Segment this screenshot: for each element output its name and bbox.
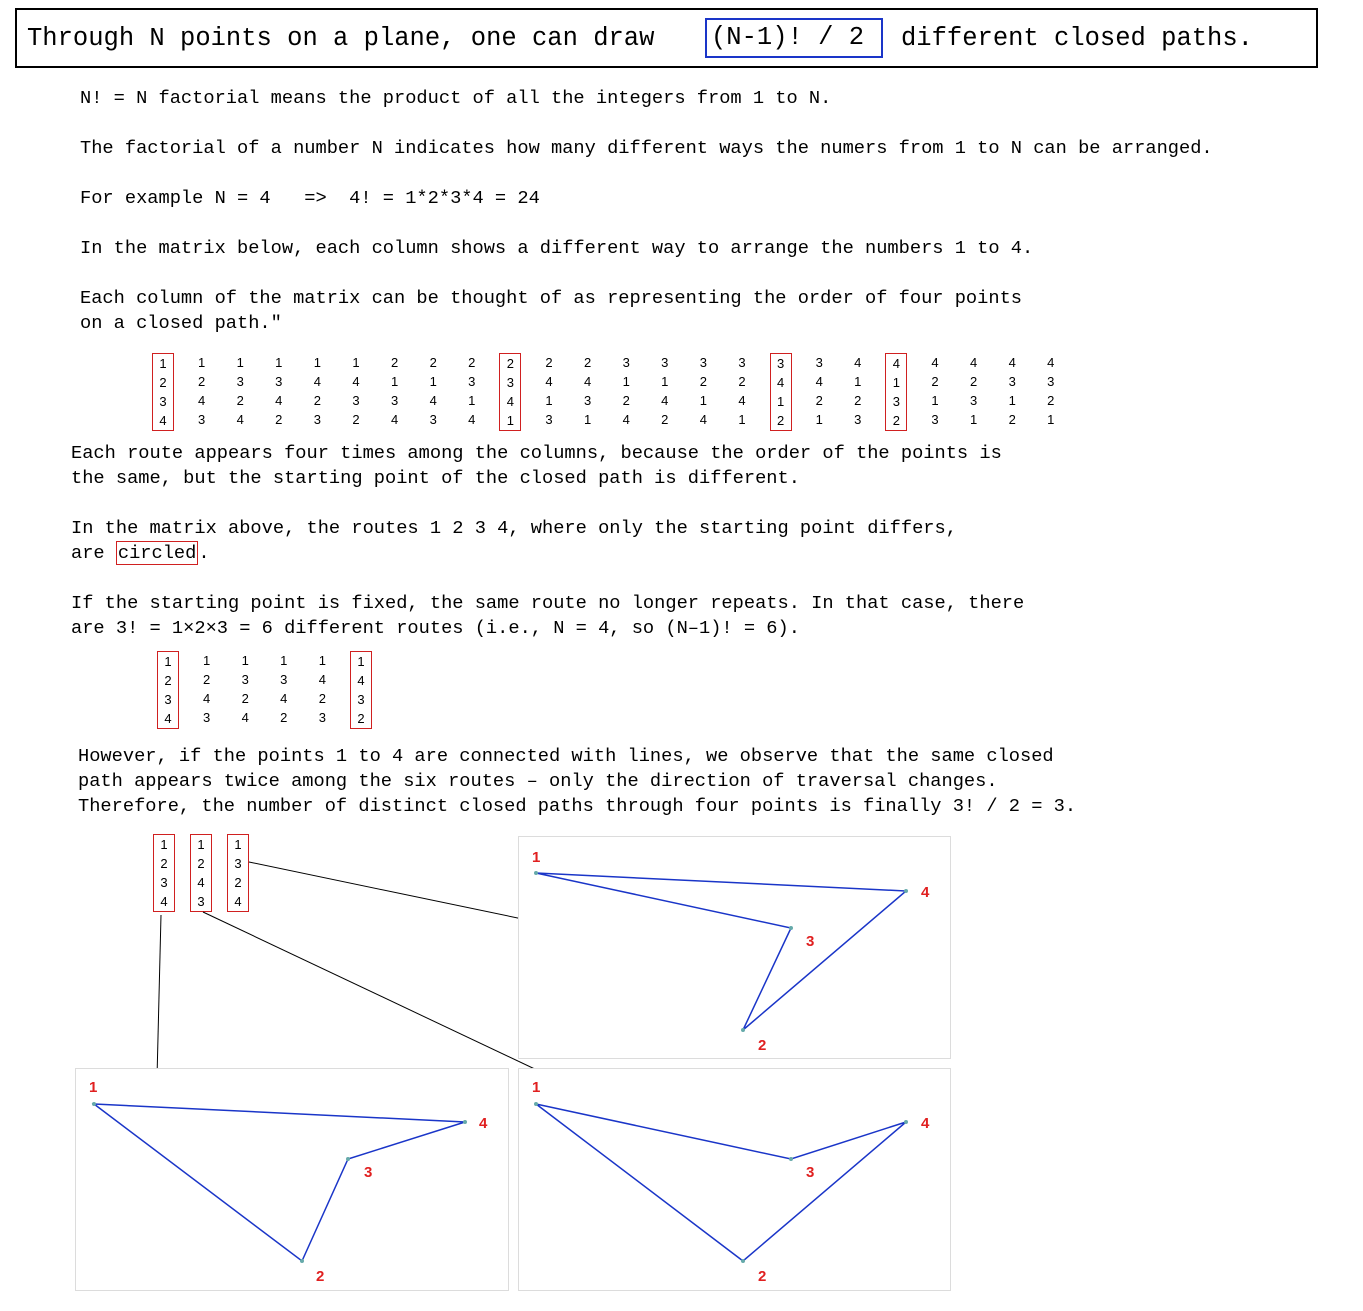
matrix-cell: 3 (506, 375, 514, 390)
matrix-cell: 3 (280, 672, 288, 687)
matrix-cell: 2 (241, 691, 249, 706)
matrix-cell: 3 (390, 393, 399, 408)
matrix-cell: 2 (969, 374, 978, 389)
matrix-cell: 3 (1008, 374, 1016, 389)
matrix-cell: 2 (468, 355, 476, 370)
matrix-cell: 3 (429, 412, 437, 427)
matrix-cell: 4 (197, 875, 205, 890)
matrix-cell: 4 (352, 374, 360, 389)
matrix-cell: 2 (275, 412, 283, 427)
matrix-cell: 1 (236, 355, 244, 370)
matrix-cell: 1 (160, 837, 168, 852)
matrix-cell: 4 (699, 412, 707, 427)
matrix-cell: 4 (160, 894, 168, 909)
matrix-cell: 2 (931, 374, 939, 389)
matrix-cell: 4 (583, 374, 592, 389)
paragraph-direction-3: Therefore, the number of distinct closed paths through four points is finally 3! / 2 = 3. (78, 795, 1077, 817)
matrix-cell: 1 (892, 375, 900, 390)
matrix-cell: 3 (622, 355, 630, 370)
matrix-cell: 3 (160, 875, 168, 890)
graph-panel-route-1243 (518, 1068, 951, 1291)
matrix-cell: 3 (318, 710, 326, 725)
point-label-3: 3 (364, 1164, 373, 1181)
matrix-cell: 3 (776, 356, 785, 371)
matrix-cell: 2 (280, 710, 288, 725)
point-label-3: 3 (806, 933, 815, 950)
matrix-cell: 2 (164, 673, 172, 688)
matrix-cell: 3 (1047, 374, 1055, 389)
matrix-cell: 1 (1047, 412, 1055, 427)
matrix-cell: 3 (583, 393, 592, 408)
matrix-cell: 1 (738, 412, 746, 427)
matrix-cell: 3 (969, 393, 978, 408)
matrix-cell: 3 (661, 355, 669, 370)
matrix-cell: 3 (197, 412, 206, 427)
matrix-cell: 1 (357, 654, 365, 669)
matrix-cell: 2 (234, 875, 242, 890)
matrix-cell: 1 (661, 374, 669, 389)
point-label-4: 4 (921, 884, 930, 901)
matrix-cell: 1 (318, 653, 326, 668)
matrix-cell: 3 (738, 355, 746, 370)
graph-route-1324 (519, 837, 952, 1060)
matrix-cell: 3 (892, 394, 900, 409)
matrix-cell: 3 (313, 412, 321, 427)
matrix-cell: 3 (159, 394, 167, 409)
matrix-cell: 1 (275, 355, 283, 370)
matrix-cell: 4 (815, 374, 823, 389)
paragraph-example: For example N = 4 => 4! = 1*2*3*4 = 24 (80, 187, 540, 209)
matrix-cell: 4 (1047, 355, 1055, 370)
matrix-cell: 4 (776, 375, 785, 390)
matrix-cell: 4 (1008, 355, 1016, 370)
matrix-cell: 2 (815, 393, 823, 408)
matrix-cell: 4 (318, 672, 326, 687)
matrix-cell: 4 (545, 374, 553, 389)
matrix-cell: 4 (622, 412, 630, 427)
matrix-cell: 3 (468, 374, 476, 389)
matrix-cell: 4 (738, 393, 746, 408)
matrix-cell: 1 (1008, 393, 1016, 408)
matrix-cell: 1 (776, 394, 785, 409)
matrix-cell: 1 (234, 837, 242, 852)
matrix-cell: 4 (892, 356, 900, 371)
paragraph-route-repeats-1: Each route appears four times among the columns, because the order of the points is (71, 442, 1002, 464)
point-label-2: 2 (316, 1268, 325, 1285)
matrix-cell: 3 (202, 710, 211, 725)
matrix-cell: 2 (159, 375, 167, 390)
point-label-1: 1 (532, 1079, 541, 1096)
matrix-cell: 1 (164, 654, 172, 669)
matrix-cell: 4 (280, 691, 288, 706)
matrix-cell: 2 (318, 691, 326, 706)
matrix-cell: 3 (357, 692, 365, 707)
matrix-cell: 1 (197, 837, 205, 852)
matrix-cell: 2 (202, 672, 211, 687)
matrix-cell: 4 (357, 673, 365, 688)
paragraph-factorial-meaning: The factorial of a number N indicates how many different ways the numers from 1 to N can be arranged. (80, 137, 1213, 159)
matrix-cell: 2 (545, 355, 553, 370)
matrix-cell: 1 (815, 412, 823, 427)
matrix-cell: 3 (699, 355, 707, 370)
matrix-cell: 1 (429, 374, 437, 389)
matrix-cell: 2 (1008, 412, 1016, 427)
paragraph-factorial-definition: N! = N factorial means the product of all the integers from 1 to N. (80, 87, 832, 109)
graph-panel-route-1234 (75, 1068, 509, 1291)
matrix-cell: 1 (506, 413, 514, 428)
paragraph-fixed-start-2: are 3! = 1×2×3 = 6 different routes (i.e., N = 4, so (N–1)! = 6). (71, 617, 800, 639)
matrix-cell: 1 (468, 393, 476, 408)
matrix-cell: 2 (738, 374, 746, 389)
matrix-cell: 2 (313, 393, 321, 408)
matrix-cell: 2 (892, 413, 900, 428)
matrix-cell: 2 (506, 356, 514, 371)
graph-panel-route-1324 (518, 836, 951, 1059)
matrix-cell: 4 (159, 413, 167, 428)
matrix-cell: 2 (699, 374, 707, 389)
matrix-cell: 3 (815, 355, 823, 370)
paragraph-fixed-start-1: If the starting point is fixed, the same route no longer repeats. In that case, there (71, 592, 1025, 614)
matrix-cell: 1 (969, 412, 978, 427)
matrix-cell: 1 (159, 356, 167, 371)
connector-route-1 (157, 915, 161, 1078)
matrix-cell: 1 (583, 412, 592, 427)
matrix-cell: 2 (622, 393, 630, 408)
matrix-cell: 2 (160, 856, 168, 871)
point-label-2: 2 (758, 1037, 767, 1054)
paragraph-route-repeats-2: the same, but the starting point of the closed path is different. (71, 467, 800, 489)
paragraph-circled-1: In the matrix above, the routes 1 2 3 4, where only the starting point differs, (71, 517, 957, 539)
matrix-cell: 1 (241, 653, 249, 668)
title-formula: (N-1)! / 2 (705, 18, 883, 58)
paragraph-column-meaning-2: on a closed path." (80, 312, 282, 334)
matrix-cell: 4 (468, 412, 476, 427)
matrix-cell: 4 (506, 394, 514, 409)
matrix-cell: 2 (854, 393, 862, 408)
title-suffix: different closed paths. (901, 24, 1253, 53)
graph-route-1243 (519, 1069, 952, 1292)
matrix-cell: 3 (545, 412, 553, 427)
matrix-cell: 3 (352, 393, 360, 408)
matrix-cell: 3 (234, 856, 242, 871)
paragraph-column-meaning-1: Each column of the matrix can be thought of as representing the order of four points (80, 287, 1023, 309)
matrix-cell: 1 (390, 374, 399, 389)
point-label-3: 3 (806, 1164, 815, 1181)
matrix-cell: 2 (352, 412, 360, 427)
matrix-cell: 4 (234, 894, 242, 909)
point-label-1: 1 (532, 849, 541, 866)
matrix-cell: 3 (197, 894, 205, 909)
matrix-cell: 1 (931, 393, 939, 408)
matrix-cell: 1 (313, 355, 321, 370)
matrix-cell: 2 (583, 355, 592, 370)
matrix-cell: 4 (854, 355, 862, 370)
matrix-cell: 2 (1047, 393, 1055, 408)
matrix-cell: 4 (931, 355, 939, 370)
matrix-cell: 1 (622, 374, 630, 389)
matrix-cell: 4 (202, 691, 211, 706)
connector-route-2 (203, 912, 558, 1080)
matrix-cell: 4 (390, 412, 399, 427)
matrix-cell: 2 (776, 413, 785, 428)
matrix-cell: 2 (429, 355, 437, 370)
matrix-cell: 1 (545, 393, 553, 408)
point-label-4: 4 (479, 1115, 488, 1132)
matrix-cell: 4 (429, 393, 437, 408)
matrix-cell: 1 (854, 374, 862, 389)
matrix-cell: 2 (661, 412, 669, 427)
connector-route-3 (249, 862, 537, 922)
matrix-cell: 4 (275, 393, 283, 408)
point-label-2: 2 (758, 1268, 767, 1285)
matrix-cell: 3 (241, 672, 249, 687)
paragraph-direction-2: path appears twice among the six routes – only the direction of traversal changes. (78, 770, 998, 792)
circled-word: circled (117, 542, 197, 564)
matrix-cell: 2 (390, 355, 399, 370)
paragraph-matrix-intro: In the matrix below, each column shows a different way to arrange the numbers 1 to 4. (80, 237, 1034, 259)
matrix-cell: 2 (357, 711, 365, 726)
matrix-cell: 4 (313, 374, 321, 389)
paragraph-circled-2: are circled . (71, 542, 210, 564)
matrix-cell: 1 (202, 653, 211, 668)
matrix-cell: 4 (236, 412, 244, 427)
matrix-cell: 3 (236, 374, 244, 389)
matrix-cell: 3 (164, 692, 172, 707)
matrix-cell: 3 (931, 412, 939, 427)
paragraph-direction-1: However, if the points 1 to 4 are connected with lines, we observe that the same closed (78, 745, 1054, 767)
matrix-cell: 4 (241, 710, 249, 725)
matrix-cell: 4 (969, 355, 978, 370)
matrix-cell: 1 (280, 653, 288, 668)
matrix-cell: 1 (699, 393, 707, 408)
matrix-cell: 4 (661, 393, 669, 408)
matrix-cell: 2 (197, 374, 206, 389)
matrix-cell: 2 (236, 393, 244, 408)
point-label-1: 1 (89, 1079, 98, 1096)
matrix-cell: 2 (197, 856, 205, 871)
graph-route-1234 (76, 1069, 510, 1292)
title-prefix: Through N points on a plane, one can draw (27, 24, 655, 53)
point-label-4: 4 (921, 1115, 930, 1132)
matrix-cell: 4 (197, 393, 206, 408)
matrix-cell: 3 (854, 412, 862, 427)
matrix-cell: 1 (352, 355, 360, 370)
matrix-cell: 4 (164, 711, 172, 726)
matrix-cell: 1 (197, 355, 206, 370)
matrix-cell: 3 (275, 374, 283, 389)
